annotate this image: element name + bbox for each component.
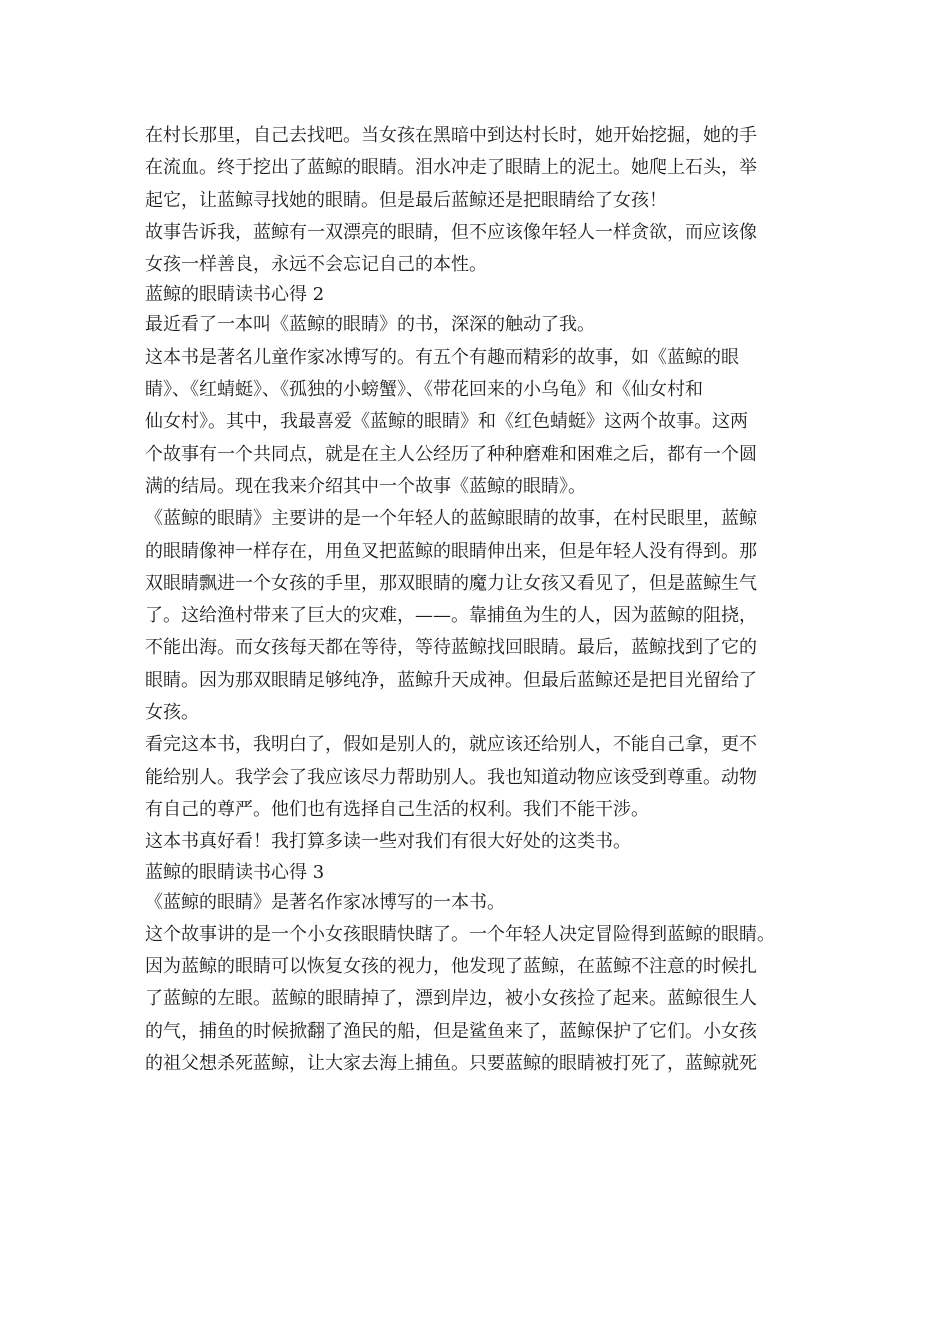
section-heading: 蓝鲸的眼睛读书心得 2 (145, 284, 325, 306)
text-line: 能给别人。我学会了我应该尽力帮助别人。我也知道动物应该受到尊重。动物 (145, 766, 757, 788)
text-line: 仙女村》。其中，我最喜爱《蓝鲸的眼睛》和《红色蜻蜓》这两个故事。这两 (145, 411, 748, 433)
text-line: 这本书是著名儿童作家冰博写的。有五个有趣而精彩的故事，如《蓝鲸的眼 (145, 346, 739, 368)
text-line: 《蓝鲸的眼睛》是著名作家冰博写的一本书。 (145, 891, 505, 913)
text-line: 个故事有一个共同点，就是在主人公经历了种种磨难和困难之后，都有一个圆 (145, 443, 757, 465)
text-line: 这本书真好看！我打算多读一些对我们有很大好处的这类书。 (145, 831, 631, 853)
text-line: 眼睛。因为那双眼睛足够纯净，蓝鲸升天成神。但最后蓝鲸还是把目光留给了 (145, 669, 757, 691)
text-line: 的祖父想杀死蓝鲸，让大家去海上捕鱼。只要蓝鲸的眼睛被打死了，蓝鲸就死 (145, 1053, 757, 1075)
text-line: 不能出海。而女孩每天都在等待，等待蓝鲸找回眼睛。最后，蓝鲸找到了它的 (145, 637, 757, 659)
text-line: 了蓝鲸的左眼。蓝鲸的眼睛掉了，漂到岸边，被小女孩捡了起来。蓝鲸很生人 (145, 988, 757, 1010)
text-line: 最近看了一本叫《蓝鲸的眼睛》的书，深深的触动了我。 (145, 314, 595, 336)
text-line: 这个故事讲的是一个小女孩眼睛快瞎了。一个年轻人决定冒险得到蓝鲸的眼睛。 (145, 923, 775, 945)
text-line: 因为蓝鲸的眼睛可以恢复女孩的视力，他发现了蓝鲸，在蓝鲸不注意的时候扎 (145, 956, 757, 978)
text-line: 起它，让蓝鲸寻找她的眼睛。但是最后蓝鲸还是把眼睛给了女孩！ (145, 189, 667, 211)
text-line: 看完这本书，我明白了，假如是别人的，就应该还给别人，不能自己拿，更不 (145, 734, 757, 756)
text-line: 在村长那里，自己去找吧。当女孩在黑暗中到达村长时，她开始挖掘，她的手 (145, 125, 757, 146)
text-line: 有自己的尊严。他们也有选择自己生活的权利。我们不能干涉。 (145, 798, 649, 820)
text-line: 《蓝鲸的眼睛》主要讲的是一个年轻人的蓝鲸眼睛的故事，在村民眼里，蓝鲸 (145, 508, 757, 530)
text-line: 双眼睛飘进一个女孩的手里，那双眼睛的魔力让女孩又看见了，但是蓝鲸生气 (145, 572, 757, 594)
text-line: 故事告诉我，蓝鲸有一双漂亮的眼睛，但不应该像年轻人一样贪欲，而应该像 (145, 221, 757, 243)
text-line: 满的结局。现在我来介绍其中一个故事《蓝鲸的眼睛》。 (145, 475, 586, 497)
text-line: 女孩。 (145, 702, 199, 724)
text-line: 了。这给渔村带来了巨大的灾难，——。靠捕鱼为生的人，因为蓝鲸的阻挠， (145, 605, 757, 627)
text-line: 在流血。终于挖出了蓝鲸的眼睛。泪水冲走了眼睛上的泥土。她爬上石头，举 (145, 157, 757, 179)
text-line: 的眼睛像神一样存在，用鱼叉把蓝鲸的眼睛伸出来，但是年轻人没有得到。那 (145, 540, 757, 562)
text-line: 的气，捕鱼的时候掀翻了渔民的船，但是鲨鱼来了，蓝鲸保护了它们。小女孩 (145, 1020, 757, 1042)
section-heading: 蓝鲸的眼睛读书心得 3 (145, 861, 325, 883)
text-line: 女孩一样善良，永远不会忘记自己的本性。 (145, 254, 487, 276)
document-body (145, 120, 815, 1080)
text-line: 睛》、《红蜻蜓》、《孤独的小螃蟹》、《带花回来的小乌龟》和《仙女村和 (145, 379, 703, 401)
